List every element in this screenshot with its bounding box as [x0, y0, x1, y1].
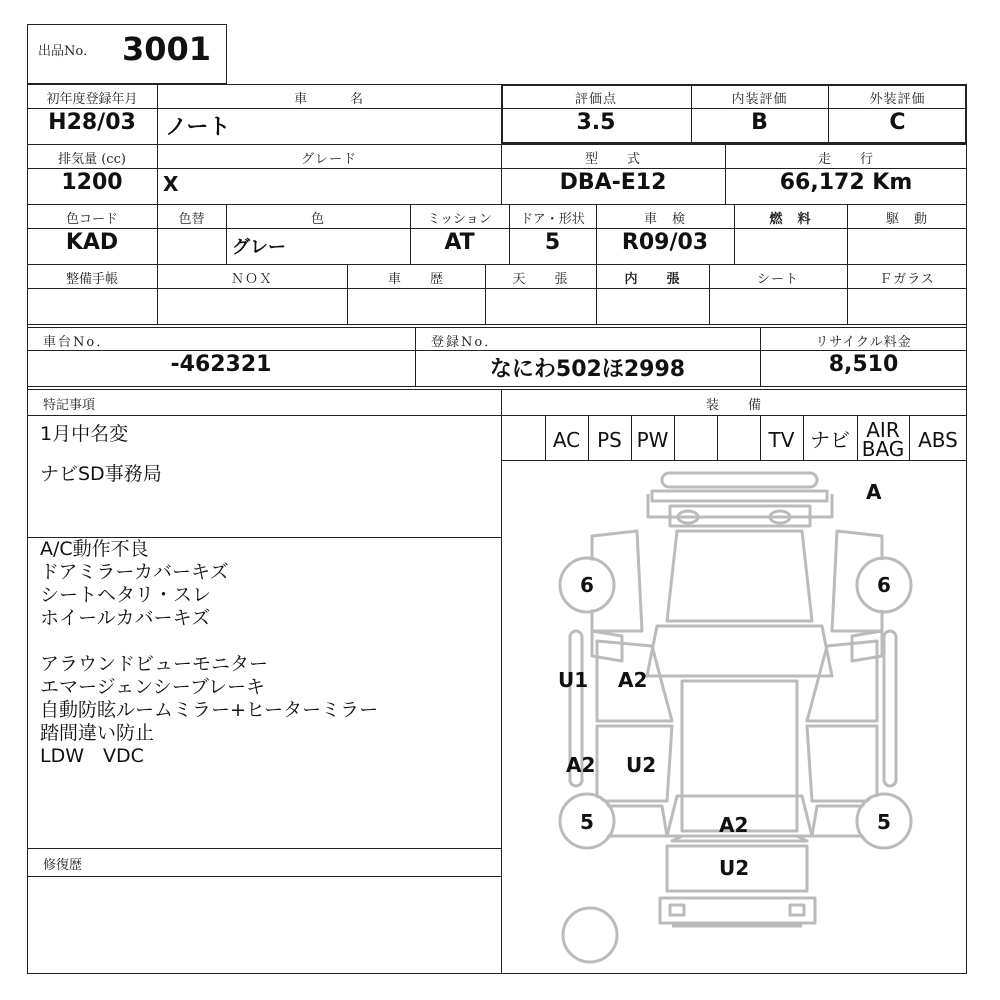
roof	[682, 681, 797, 831]
exterior-score-label: 外装評価	[869, 92, 926, 107]
equipment-navi: ナビ	[810, 428, 850, 452]
score-value: 3.5	[576, 110, 616, 135]
color-code-value: KAD	[65, 230, 119, 255]
displacement-label: 排気量 (cc)	[58, 152, 126, 167]
mileage-label: 走 行	[817, 152, 874, 167]
color-code-label: 色コード	[65, 212, 118, 227]
notes-line-10: LDW VDC	[40, 745, 144, 767]
recycle-label: リサイクル料金	[815, 335, 912, 350]
roof-label: 天 張	[512, 272, 569, 287]
car-name-value: ノート	[165, 115, 231, 140]
tail-light-left	[670, 905, 684, 915]
hood	[667, 531, 812, 621]
mark-tire-front-right: 6	[877, 573, 891, 597]
maintenance-label: 整備手帳	[65, 272, 118, 287]
registration-value: なにわ502ほ2998	[489, 357, 686, 382]
tail-light-right	[790, 905, 804, 915]
transmission-label: ミッション	[427, 212, 492, 227]
score-label: 評価点	[574, 92, 617, 107]
seat-label: シート	[756, 272, 799, 287]
equipment-blank-3	[717, 420, 760, 460]
spare-tire	[563, 908, 617, 962]
model-value: DBA-E12	[559, 170, 667, 195]
equipment-airbag: AIR BAG	[861, 418, 905, 461]
fglass-label: Ｆガラス	[879, 272, 935, 287]
color-value: グレー	[232, 237, 286, 258]
notes-line-1: A/C動作不良	[40, 538, 149, 560]
mileage-value: 66,172 Km	[779, 170, 913, 195]
exterior-score-value: C	[889, 110, 906, 135]
equipment-blank-1	[501, 420, 545, 460]
lot-number-value: 3001	[122, 30, 212, 68]
mark-u2-trunk: U2	[719, 856, 750, 880]
mark-a2-rear: A2	[719, 813, 749, 837]
equipment-abs: ABS	[918, 428, 958, 452]
registration-label: 登録No．	[431, 335, 500, 350]
chassis-value: -462321	[170, 352, 272, 377]
doors-value: 5	[544, 230, 561, 255]
first-registration-label: 初年度登録年月	[46, 92, 138, 107]
equipment-label: 装 備	[705, 398, 762, 413]
side-sill-right	[884, 631, 896, 786]
equipment-tv: TV	[768, 428, 795, 452]
repaint-label: 色替	[178, 212, 205, 227]
mark-a2-front-door: A2	[618, 668, 648, 692]
grade-label: グレード	[300, 152, 357, 167]
model-label: 型 式	[584, 152, 641, 167]
equipment-ps: PS	[597, 428, 622, 452]
rear-door-right	[807, 726, 877, 801]
fuel-label: 燃 料	[769, 212, 812, 227]
transmission-value: AT	[444, 230, 475, 255]
notes-top-line-2: ナビSD事務局	[40, 463, 162, 485]
car-damage-diagram	[502, 461, 966, 973]
notes-line-2: ドアミラーカバーキズ	[40, 561, 229, 583]
interior-score-value: B	[751, 110, 768, 135]
inspection-label: 車 検	[643, 212, 686, 227]
displacement-value: 1200	[61, 170, 123, 195]
windshield	[647, 626, 832, 676]
notes-label: 特記事項	[43, 398, 96, 413]
notes-line-8: 自動防眩ルームミラー+ヒーターミラー	[40, 699, 379, 721]
inspection-value: R09/03	[621, 230, 709, 255]
notes-line-4: ホイールカバーキズ	[40, 607, 211, 629]
mark-tire-rear-left: 5	[580, 810, 594, 834]
mark-u1: U1	[558, 668, 589, 692]
color-label: 色	[310, 212, 325, 227]
mark-front: A	[866, 480, 882, 504]
notes-top-line-1: 1月中名変	[40, 423, 129, 445]
repair-history-label: 修復歴	[43, 858, 83, 873]
mark-tire-rear-right: 5	[877, 810, 891, 834]
lot-number-label: 出品No．	[38, 44, 97, 59]
front-bumper	[652, 491, 827, 501]
interior-label: 内 張	[624, 272, 681, 287]
equipment-ac: AC	[552, 428, 581, 452]
interior-score-label: 内装評価	[731, 92, 788, 107]
mark-u2-rear-door: U2	[626, 753, 657, 777]
mark-tire-front-left: 6	[580, 573, 594, 597]
equipment-blank-2	[674, 420, 717, 460]
car-name-label: 車 名	[293, 92, 364, 107]
chassis-label: 車台No．	[43, 335, 112, 350]
history-label: 車 歴	[387, 272, 444, 287]
grade-value: X	[163, 172, 179, 196]
notes-line-9: 踏間違い防止	[40, 722, 155, 744]
notes-line-7: エマージェンシーブレーキ	[40, 676, 266, 698]
notes-line-6: アラウンドビューモニター	[40, 653, 269, 675]
front-door-right	[807, 641, 877, 721]
first-registration-value: H28/03	[48, 110, 136, 135]
front-bumper-top	[662, 473, 817, 487]
nox-label: ＮＯＸ	[230, 272, 273, 287]
doors-label: ドア・形状	[520, 212, 585, 227]
recycle-value: 8,510	[828, 352, 899, 377]
equipment-pw: PW	[636, 428, 669, 452]
mark-a2-rear-left: A2	[566, 753, 596, 777]
drive-label: 駆 動	[885, 212, 928, 227]
notes-line-3: シートヘタリ・スレ	[40, 584, 212, 606]
